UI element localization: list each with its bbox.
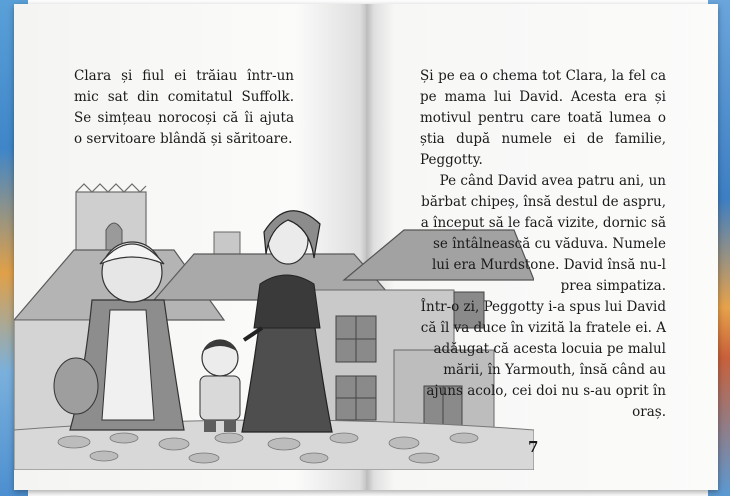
clara-character [242, 211, 332, 432]
right-page-text [420, 66, 666, 423]
left-page-text: Clara și fiul ei trăiau într-un mic sat din comitatul Suffolk. Se simțeau norocoși că îi ajuta o servitoare blândă și săritoare. [74, 68, 294, 147]
page-number: 7 [528, 438, 539, 456]
david-character [200, 340, 240, 432]
paragraph-2: Pe când David avea patru ani, un bărbat chipeș, însă destul de aspru, a început să le facă vizite, dornic să se întâlnească cu văduva. Numele lui era Murdstone. David însă nu-l prea simpatiza. [420, 173, 666, 294]
paragraph-3: Într-o zi, Peggotty i-a spus lui David că îl va duce în vizită la fratele ei. A adăugat că acesta locuia pe malul mării, în Yarmouth, însă când au ajuns acolo, cei doi nu s-au oprit în oraș. [420, 299, 666, 420]
paragraph-1: Și pe ea o chema tot Clara, la fel ca pe mama lui David. Acesta era și motivul pentru care toată lumea o știa după numele ei de familie, Peggotty. [420, 68, 666, 168]
